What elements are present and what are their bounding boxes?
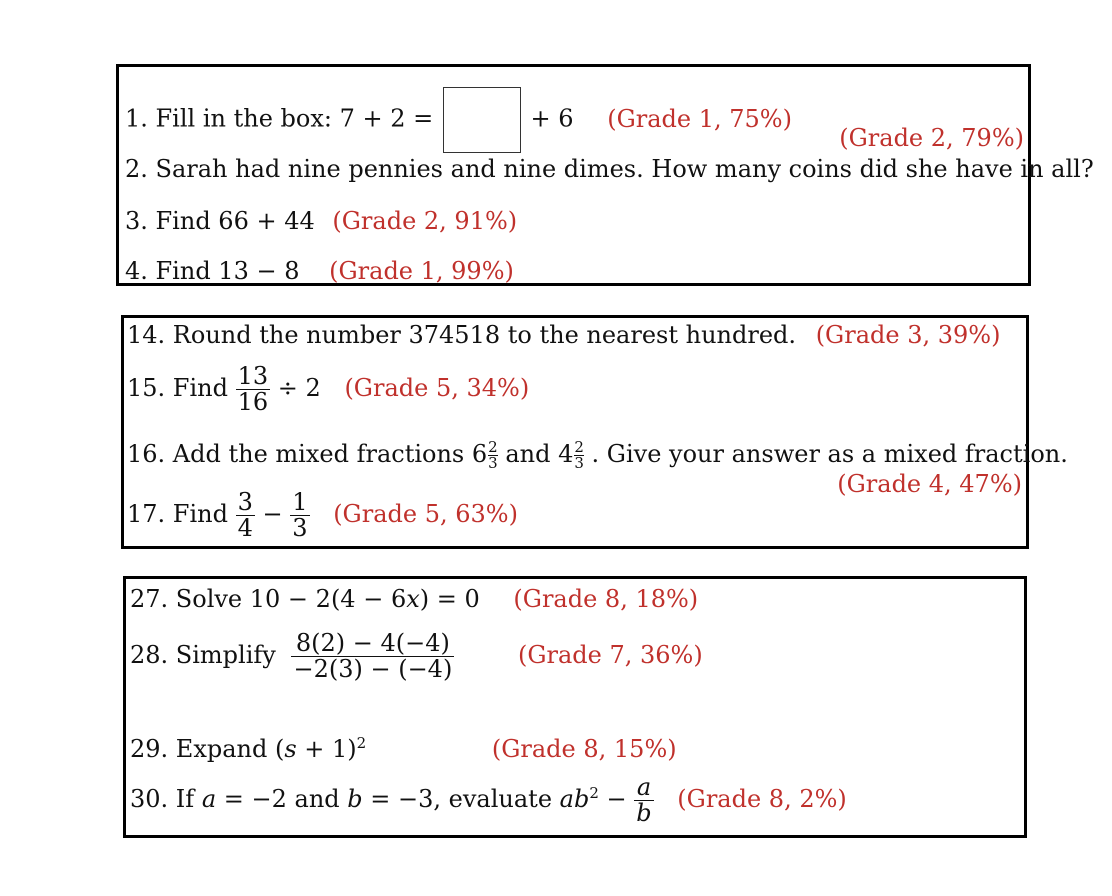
question-16-part-c: . Give your answer as a mixed fraction. xyxy=(591,440,1068,468)
variable-s: s xyxy=(284,735,297,763)
question-3-grade: (Grade 2, 91%) xyxy=(332,207,518,235)
fraction-13-16 xyxy=(236,364,271,415)
variable-ab: ab xyxy=(559,785,590,814)
fraction-numerator: 3 xyxy=(237,488,253,516)
small-fraction-2-3 xyxy=(574,440,584,471)
question-15 xyxy=(127,364,529,415)
question-2-grade: (Grade 2, 79%) xyxy=(839,124,1024,152)
question-15-grade: (Grade 5, 34%) xyxy=(344,374,530,403)
question-15-rest: ÷ 2 xyxy=(277,374,321,403)
question-28-grade: (Grade 7, 36%) xyxy=(517,641,703,670)
question-30-grade: (Grade 8, 2%) xyxy=(677,785,847,814)
question-1-rhs: + 6 xyxy=(530,104,574,133)
question-27-label: 27. Solve xyxy=(130,585,243,613)
question-17 xyxy=(127,490,518,541)
fraction-denominator: 3 xyxy=(292,514,308,543)
question-16-part-b: and 4 xyxy=(505,440,574,468)
answer-box[interactable] xyxy=(443,87,521,153)
question-4 xyxy=(125,257,514,285)
question-16-part-a: 16. Add the mixed fractions 6 xyxy=(127,440,488,468)
fraction-numerator: 8(2) − 4(−4) xyxy=(291,631,454,657)
minus-sign: − xyxy=(262,500,283,529)
panel-grade-7-8-questions xyxy=(123,576,1027,838)
minus-sign: − xyxy=(606,785,627,814)
fraction-numerator: 13 xyxy=(237,362,269,390)
exponent: 2 xyxy=(589,784,599,803)
question-30-b-value: = −3, evaluate xyxy=(370,785,553,814)
question-27-expr-b: ) = 0 xyxy=(419,585,480,613)
question-1 xyxy=(125,87,792,153)
question-29-label: 29. Expand ( xyxy=(130,735,285,763)
variable-x: x xyxy=(406,585,420,613)
fraction-numerator: 1 xyxy=(292,488,308,516)
question-3-text: 3. Find 66 + 44 xyxy=(125,207,315,235)
question-28-label: 28. Simplify xyxy=(130,641,276,670)
variable-b: b xyxy=(347,785,363,814)
question-16 xyxy=(127,440,1068,471)
question-3 xyxy=(125,207,517,235)
fraction-denominator: 16 xyxy=(237,388,269,417)
small-fraction-2-3 xyxy=(488,440,498,471)
question-14-grade: (Grade 3, 39%) xyxy=(815,321,1001,349)
question-17-grade: (Grade 5, 63%) xyxy=(333,500,518,529)
question-1-label: 1. Fill in the box: xyxy=(125,104,332,133)
question-27 xyxy=(130,585,698,613)
question-29-grade: (Grade 8, 15%) xyxy=(491,735,677,763)
panel-grade-1-2-questions xyxy=(116,64,1094,286)
question-30-if: 30. If xyxy=(130,785,195,814)
exponent: 2 xyxy=(356,734,367,752)
question-16-grade: (Grade 4, 47%) xyxy=(837,470,1022,498)
question-29 xyxy=(130,729,677,763)
question-1-lhs: 7 + 2 = xyxy=(339,104,434,133)
fraction-numerator: 2 xyxy=(488,438,498,456)
question-4-grade: (Grade 1, 99%) xyxy=(329,257,514,285)
question-14-text: 14. Round the number 374518 to the nearest hundred. xyxy=(127,321,797,349)
question-2: 2. Sarah had nine pennies and nine dimes. How many coins did she have in all? xyxy=(125,155,1094,183)
variable-a: a xyxy=(201,785,217,814)
question-14 xyxy=(127,321,1000,349)
fraction-3-4 xyxy=(236,490,255,541)
fraction-denominator: 3 xyxy=(574,454,584,472)
panel-grade-3-5-questions xyxy=(121,315,1068,549)
question-15-label: 15. Find xyxy=(127,374,228,403)
fraction-1-3 xyxy=(290,490,309,541)
fraction-denominator: b xyxy=(636,799,652,828)
fraction-denominator: −2(3) − (−4) xyxy=(293,655,453,684)
question-28 xyxy=(130,631,703,682)
fraction-a-b xyxy=(634,775,653,826)
fraction-simplify xyxy=(291,631,454,682)
question-27-expr-a: 10 − 2(4 − 6 xyxy=(249,585,407,613)
question-29-rest: + 1) xyxy=(296,735,357,763)
question-30 xyxy=(130,775,847,826)
fraction-denominator: 4 xyxy=(237,514,253,543)
question-30-a-value: = −2 and xyxy=(223,785,340,814)
fraction-numerator: 2 xyxy=(574,438,584,456)
fraction-numerator: a xyxy=(634,775,653,801)
fraction-denominator: 3 xyxy=(488,454,498,472)
question-4-text: 4. Find 13 − 8 xyxy=(125,257,300,285)
question-1-grade: (Grade 1, 75%) xyxy=(607,104,792,133)
question-17-label: 17. Find xyxy=(127,500,228,529)
question-27-grade: (Grade 8, 18%) xyxy=(513,585,699,613)
